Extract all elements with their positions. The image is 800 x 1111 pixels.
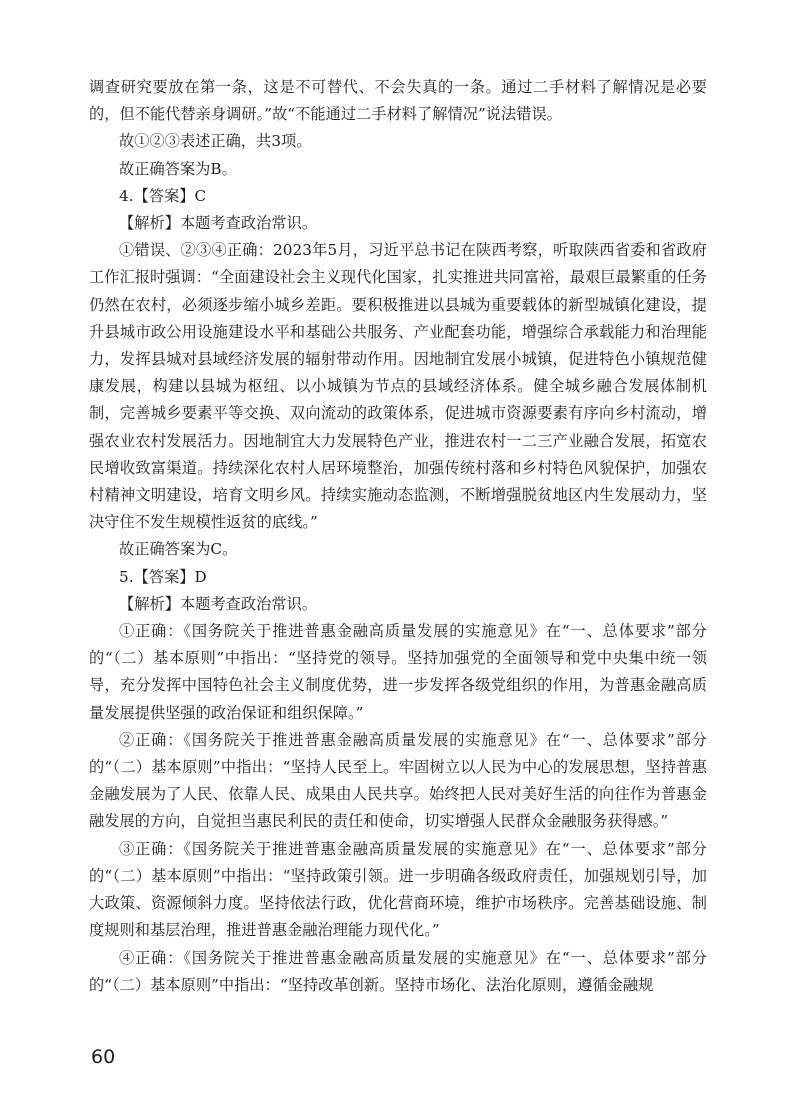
paragraph-6: ①错误、②③④正确：2023年5月，习近平总书记在陕西考察，听取陕西省委和省政府工作汇报时强调：“全面建设社会主义现代化国家，扎实推进共同富裕，最艰巨最繁重的任务仍然在农村，必须逐步缩小城乡差距。要积极推进以县城为重要载体的新型城镇化建设，提升县城市政公用设施建设水平和基础公共服务、产业配套功能，增强综合承载能力和治理能力，发挥县城对县域经济发展的辐射带动作用。因地制宜发展小城镇，促进特色小镇规范健康发展，构建以县城为枢纽、以小城镇为节点的县域经济体系。健全城乡融合发展体制机制，完善城乡要素平等交换、双向流动的政策体系，促进城市资源要素有序向乡村流动，增强农业农村发展活力。因地制宜大力发展特色产业，推进农村一二三产业融合发展，拓宽农民增收致富渠道。持续深化农村人居环境整治，加强传统村落和乡村特色风貌保护，加强农村精神文明建设，培育文明乡风。持续实施动态监测，不断增强脱贫地区内生发展动力，坚决守住不发生规模性返贫的底线。”	[89, 241, 707, 532]
paragraph-7: 故正确答案为C。	[119, 540, 238, 559]
paragraph-11: ②正确：《国务院关于推进普惠金融高质量发展的实施意见》在“一、总体要求”部分的“（二）基本原则”中指出：“坚持人民至上。牢固树立以人民为中心的发展思想，坚持普惠金融发展为了人民、依靠人民、成果由人民共享。始终把人民对美好生活的向往作为普惠金融发展的方向，自觉担当惠民利民的责任和使命，切实增强人民群众金融服务获得感。”	[89, 730, 707, 831]
paragraph-12: ③正确：《国务院关于推进普惠金融高质量发展的实施意见》在“一、总体要求”部分的“（二）基本原则”中指出：“坚持政策引领。进一步明确各级政府责任，加强规划引导，加大政策、资源倾斜力度。坚持依法行政，优化营商环境，维护市场秩序。完善基础设施、制度规则和基层治理，推进普惠金融治理能力现代化。”	[89, 839, 707, 940]
answer-4: 4.【答案】C	[119, 186, 207, 205]
analysis-4: 【解析】本题考查政治常识。	[119, 214, 318, 233]
paragraph-2: 故①②③表述正确，共3项。	[119, 132, 312, 151]
paragraph-3: 故正确答案为B。	[119, 159, 237, 178]
analysis-5: 【解析】本题考查政治常识。	[119, 594, 318, 613]
page-number: 60	[91, 1046, 116, 1068]
paragraph-1: 调查研究要放在第一条，这是不可替代、不会失真的一条。通过二手材料了解情况是必要的，但不能代替亲身调研。”故“不能通过二手材料了解情况”说法错误。	[89, 78, 707, 124]
document-body	[89, 74, 707, 999]
paragraph-13: ④正确：《国务院关于推进普惠金融高质量发展的实施意见》在“一、总体要求”部分的“（二）基本原则”中指出：“坚持改革创新。坚持市场化、法治化原则，遵循金融规	[89, 948, 707, 994]
answer-5: 5.【答案】D	[119, 567, 207, 586]
paragraph-10: ①正确：《国务院关于推进普惠金融高质量发展的实施意见》在“一、总体要求”部分的“（二）基本原则”中指出：“坚持党的领导。坚持加强党的全面领导和党中央集中统一领导，充分发挥中国特色社会主义制度优势，进一步发挥各级党组织的作用，为普惠金融高质量发展提供坚强的政治保证和组织保障。”	[89, 622, 707, 722]
